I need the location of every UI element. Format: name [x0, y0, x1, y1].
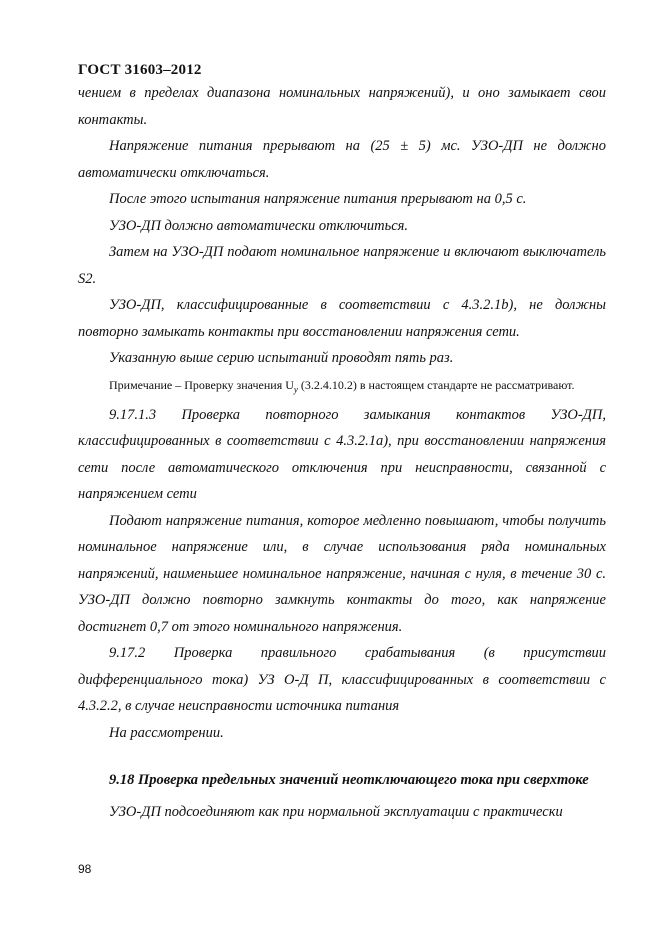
note — [78, 376, 606, 398]
document-body — [78, 80, 606, 826]
section-9-17-1-3: 9.17.1.3 Проверка повторного замыкания контактов УЗО-ДП, классифицированных в соответствии с 4.3.2.1а), при восстановлении напряжения сети после автоматического отключения при неисправности, связанной с напряжением сети — [78, 406, 606, 503]
paragraph-supply-interrupt: Напряжение питания прерывают на (25 ± 5) мс. УЗО-ДП не должно автоматически отключаться. — [78, 138, 606, 181]
paragraph-classified-4321b: УЗО-ДП, классифицированные в соответствии с 4.3.2.1b), не должны повторно замыкать контакты при восстановлении напряжения сети. — [78, 297, 606, 340]
paragraph-supply-slow-rise: Подают напряжение питания, которое медленно повышают, чтобы получить номинальное напряжение или, в случае использования ряда номинальных напряжений, наименьшее номинальное напряжение, начиная с нуля, в течение 30 с. УЗО-ДП должно повторно замкнуть контакты до того, как напряжение достигнет 0,7 от этого номинального напряжения. — [78, 512, 606, 635]
document-header: ГОСТ 31603–2012 — [78, 62, 202, 78]
paragraph-auto-disconnect: УЗО-ДП должно автоматически отключиться. — [109, 217, 409, 234]
section-9-17-2: 9.17.2 Проверка правильного срабатывания (в присутствии дифференциального тока) УЗ О-Д П, классифицированных в соответствии с 4.3.2.2, в случае неисправности источника питания — [78, 645, 606, 715]
page-number: 98 — [78, 862, 92, 876]
note-suffix: (3.2.4.10.2) в настоящем стандарте не рассматривают. — [297, 377, 575, 392]
paragraph-under-consideration: На рассмотрении. — [109, 724, 224, 741]
paragraph-switch-s2: Затем на УЗО-ДП подают номинальное напряжение и включают выключатель S2. — [78, 244, 606, 287]
paragraph-continuation: чением в пределах диапазона номинальных напряжений), и оно замыкает свои контакты. — [78, 85, 606, 128]
paragraph-connection: УЗО-ДП подсоединяют как при нормальной эксплуатации с практически — [109, 804, 563, 821]
section-heading-9-18: 9.18 Проверка предельных значений неотключающего тока при сверхтоке — [109, 772, 589, 789]
paragraph-after-test: После этого испытания напряжение питания прерывают на 0,5 с. — [109, 191, 527, 207]
note-prefix: Примечание – Проверку значения U — [109, 377, 294, 392]
paragraph-five-times: Указанную выше серию испытаний проводят пять раз. — [109, 350, 454, 366]
note-subscript: у — [293, 383, 298, 394]
